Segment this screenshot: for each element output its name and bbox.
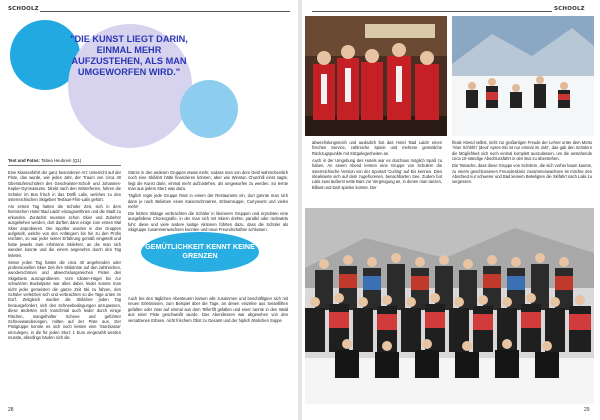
pull-quote: "DIE KUNST LIEGT DARIN, EINMAL MEHR AUFZUSTEHEN, ALS MAN UMGEWORFEN WIRD." [70,34,188,77]
paragraph: Eine Klassenfahrt der ganz besonderen Art: Unterricht auf der Piste, das wurde, wie jedes Jahr, der Traum von circa 40 Oberstufenschülern des Geschwister-Scholl- und Johannes-Kepler-Gymnasiums. Direkt nach den Winterferien, fuhren die Schüler im Bus frisch in das Dörfli Lalis, welches zu den österreichischen Skigebiet Tesfaun-Flim-Lalis gehört. [8,170,121,203]
paragraph: Die letzten Skitage verbrachten die Schüler in kleineren Gruppen und erprobten eine ausgefallene Choreografie, in der man sich mit Skiern drehte, parallel oder rückwärts fuhr; diese und viele andere lustige Aktionen führten dazu, dass die Schüler als Skigruppe zusammenwachsen konnten und neue Freundschaften schlossen. [128,210,288,232]
photo-red-jackets [305,16,447,136]
paragraph: Stürze in den anderen Gruppen etwas mehr, sodass man von dem Geld wahrscheinlich noch eine Skifahrt hätte finanzieren können; aber wie Winston Churchill einst sagte, liegt die Kunst darin, einmal mehr aufzustehen, als umgeworfen zu werden. So lernte man aus jedem Sturz was dazu. [128,170,288,192]
section-badge: GEMÜTLICHKEIT KENNT KEINE GRENZEN [141,232,259,272]
left-column-2-bottom [128,296,288,400]
paragraph: Am ersten Tag hatten die Schüler Zeit, sich in dem heimischen Hotel 'Bad Laids' einzugewöhnen und die Stadt zu erkunden. Zunächst mussten schon Skier und Zubehör ausgeliehen werden, dort durften dann einige zum ersten Mal Skier anprobieren. Die Sportler wurden in drei Gruppen aufgeteilt, welche von den Anfängern bis hin zu den Profis reichten, so war jeder seiner Erfahrung gemäß eingeteilt und hatte jeweils zwei erfahrene Skilehrer, an die man sich wenden konnte und die einem angenehm durch den Tag leiteten. [8,203,121,258]
right-page-number: 29 [584,407,590,413]
left-column-1 [8,170,121,402]
byline-author: Tabea Heubrein (Q1) [41,158,82,163]
photo-group [305,208,594,404]
left-header-rule [40,11,290,12]
paragraph: abwechslungsreich und ausladich bot das Hotel 'Bad Laids' einen frischen Service, zahlreiche Spiele und mehrere gemütliche Rückzugspunkte mit Sitzgelegenheiten an. [312,140,442,156]
left-page-number: 28 [8,407,14,413]
paragraph: finale Abend selbst, nicht zur großartigen Freude der Lehrer unter dem Motto 'Aber Schhhh' (deut' Apres-Ski ist nur einmal im Jahr', das gab den Schülern die Möglichkeit sich noch einmal komplett auszulassen, um die anstehende circa 10-stündige Abschlussfahrt in den Bus zu überstehen. [452,140,592,162]
right-page [302,0,600,420]
right-column-2 [452,140,592,204]
photo-snow-slope [452,16,594,136]
left-column-2-top [128,170,288,232]
byline [8,158,81,163]
left-page [0,0,298,420]
byline-rule [8,165,121,166]
paragraph: Die Tatsache, dass diese Gruppe von Schülern, die sich vorher kaum kannte, zu einem geschlossenen Freundeskreis zusammenwachsen ist möchte den Abschied nur schwerer und Bad keinem Beteiligten die Skifahrt nach Lalis zu vergessen. [452,163,592,185]
paragraph: Täglich regte jede Gruppe Rast in einem der Restaurants ein, dort gönnte man sich dann je nach Belieben einen Kaiserschmarren, Erbsensuppe, Currywurst und vieles mehr! [128,193,288,209]
right-header-label: SCHOOLZ [554,6,585,12]
blue-circle-small [180,80,238,138]
right-header-rule [312,11,552,12]
paragraph: Auch in der Umgebung des Hotels war es durchaus möglich Spaß zu haben. An einem Abend lernten eine Gruppe von Schülern die österreichische Version von der Sportart 'Curling' auf Eis kennen. Dies Idealisierte sich auf dem zugefrorenen, benachbarten See. Zudem bot Lalis zwei äußerst nette Bars zur Vergnügung an, in denen man tanzen, Billard und Dart spielen konnte. Der [312,157,442,190]
paragraph: Auch bei den täglichen Abenteuern kamen alle zusammen und beschäftigten sich mit neuen Erlebnissen, zum Beispiel über die Tage, an denen einzelne aus Seiseilliften gefallen oder zwei auf einmal aus dem Tellerlift gefallen und einer rannte in den Wald aus einer Piste geschweißt wurde. Das Abendessen war abgesehen von den versalzenen Erbsen, nicht frischem Obst zu Gesamt und der hiplich ähnlichen Suppe [128,296,288,323]
byline-label: Text und Fotos: [8,158,40,163]
paragraph: Sesse jeden Tag hatten die circa 40 angehenden oder professionellen Skier Zeit ihre Skikünste auf den zahlreichen, wunderschönen und abwechslungsreichen Pisten des Skigebiets auszuprobieren. Vom Idioten-Hügel bis zur schwarzen Buckelpiste war alles dabei, leider konnte man nicht jeder gemeisten die ganze Zeit Ski zu fahren, den Schüler verletzten sich und verbrachten so die Tage unten im Dorf. Zeitgleich wurden die Skifahrer jeden Tag herausgefordert, sich den Schneebedingungen anzupassen, diese änderten sich manchmal auch leider durch einige Flächen, mangelhafter Schnee und geführter Schneewanderungen, mitten auf der Piste aus. Der Pistigruppe konnte es sich noch leisten eine 'Sturzkasse' einzulegen, in die für jeden Sturz 1 Euro eingezahlt werden musste, allerdings häufen sich die [8,259,121,341]
right-column-1 [312,140,442,204]
left-header-label: SCHOOLZ [8,6,39,12]
